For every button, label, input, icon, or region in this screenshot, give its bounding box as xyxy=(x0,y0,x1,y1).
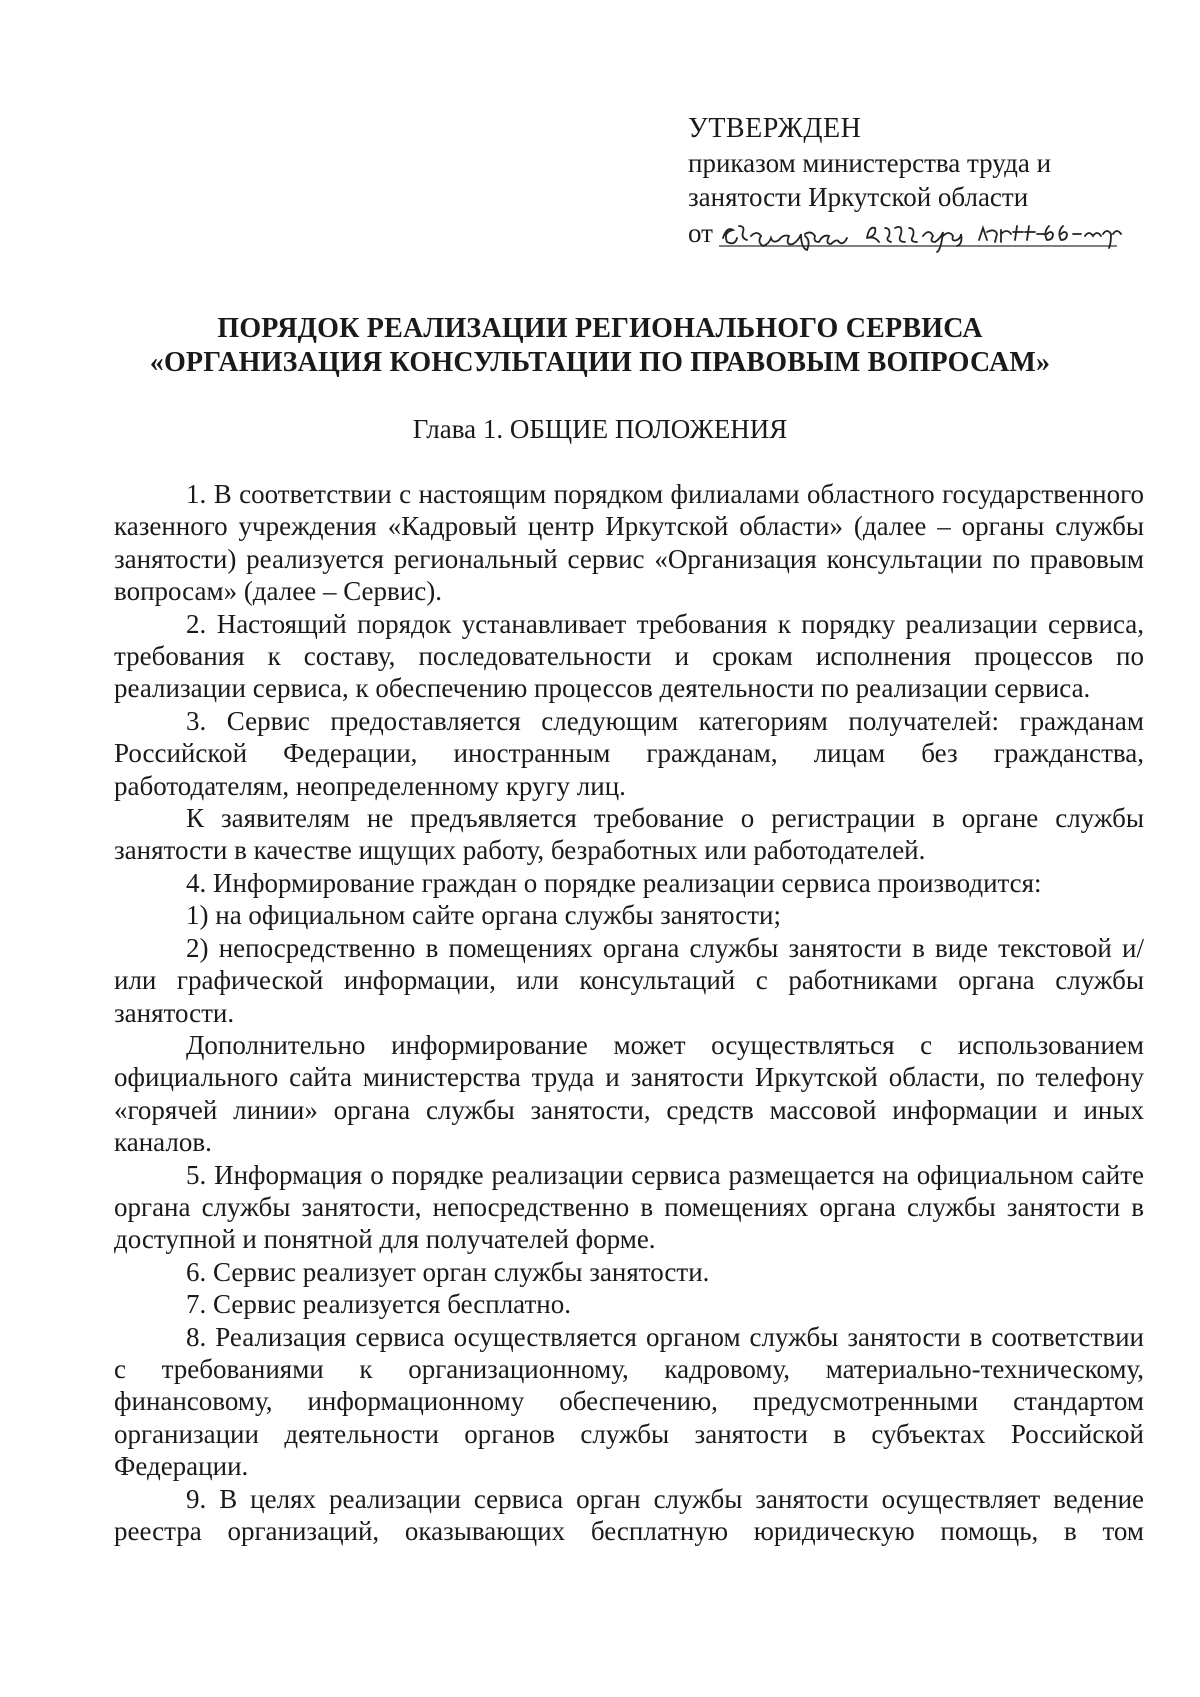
paragraph-5: 5. Информация о порядке реализации сервиса размещается на официальном сайте органа службы занятости, непосредственно в помещениях органа службы занятости в доступной и понятной для получателей форме. xyxy=(114,1159,1144,1255)
paragraph-4-item-2: 2) непосредственно в помещениях органа службы занятости в виде текстовой и/или графической информации, или консультаций с работниками органа службы занятости. xyxy=(114,932,1144,1028)
paragraph-9: 9. В целях реализации сервиса орган службы занятости осуществляет ведение реестра организаций, оказывающих бесплатную юридическую помощь, в том xyxy=(114,1483,1144,1546)
approval-heading: УТВЕРЖДЕН xyxy=(688,113,862,144)
document-body xyxy=(114,478,1144,1547)
document-title xyxy=(60,312,1140,380)
approval-date-row xyxy=(688,214,1158,250)
approval-order-line: приказом министерства труда и xyxy=(688,148,1052,178)
paragraph-4: 4. Информирование граждан о порядке реализации сервиса производится: xyxy=(186,867,1042,898)
handwritten-date-signature xyxy=(717,216,1129,254)
paragraph-3-note: К заявителям не предъявляется требование о регистрации в органе службы занятости в качестве ищущих работу, безработных или работодателей. xyxy=(114,803,1144,866)
paragraph-4-item-1: 1) на официальном сайте органа службы занятости; xyxy=(186,900,781,931)
paragraph-1: 1. В соответствии с настоящим порядком филиалами областного государственного казенного учреждения «Кадровый центр Иркутской области» (далее – органы службы занятости) реализуется региональный сервис «Организация консультации по правовым вопросам» (далее – Сервис). xyxy=(114,479,1144,607)
document-title-line-2: «ОРГАНИЗАЦИЯ КОНСУЛЬТАЦИИ ПО ПРАВОВЫМ ВОПРОСАМ» xyxy=(149,347,1051,378)
paragraph-6: 6. Сервис реализует орган службы занятости. xyxy=(186,1256,710,1287)
approval-block xyxy=(688,112,1158,250)
paragraph-3: 3. Сервис предоставляется следующим категориям получателей: гражданам Российской Федерации, иностранным гражданам, лицам без гражданства, работодателям, неопределенному кругу лиц. xyxy=(114,705,1144,801)
paragraph-4-note: Дополнительно информирование может осуществляться с использованием официального сайта министерства труда и занятости Иркутской области, по телефону «горячей линии» органа службы занятости, средств массовой информации и иных каналов. xyxy=(114,1029,1144,1158)
chapter-heading: Глава 1. ОБЩИЕ ПОЛОЖЕНИЯ xyxy=(412,414,788,444)
approval-date-prefix: от xyxy=(688,218,713,248)
paragraph-2: 2. Настоящий порядок устанавливает требования к порядку реализации сервиса, требования к составу, последовательности и срокам исполнения процессов по реализации сервиса, к обеспечению процессов деятельности по реализации сервиса. xyxy=(114,608,1144,704)
document-title-line-1: ПОРЯДОК РЕАЛИЗАЦИИ РЕГИОНАЛЬНОГО СЕРВИСА xyxy=(217,313,983,344)
paragraph-8: 8. Реализация сервиса осуществляется органом службы занятости в соответствии с требованиями к организационному, кадровому, материально-техническому, финансовому, информационному обеспечению, предусмотренными стандартом организации деятельности органов службы занятости в субъектах Российской Федерации. xyxy=(114,1321,1144,1482)
paragraph-7: 7. Сервис реализуется бесплатно. xyxy=(186,1289,571,1320)
approval-ministry-line: занятости Иркутской области xyxy=(688,182,1029,212)
